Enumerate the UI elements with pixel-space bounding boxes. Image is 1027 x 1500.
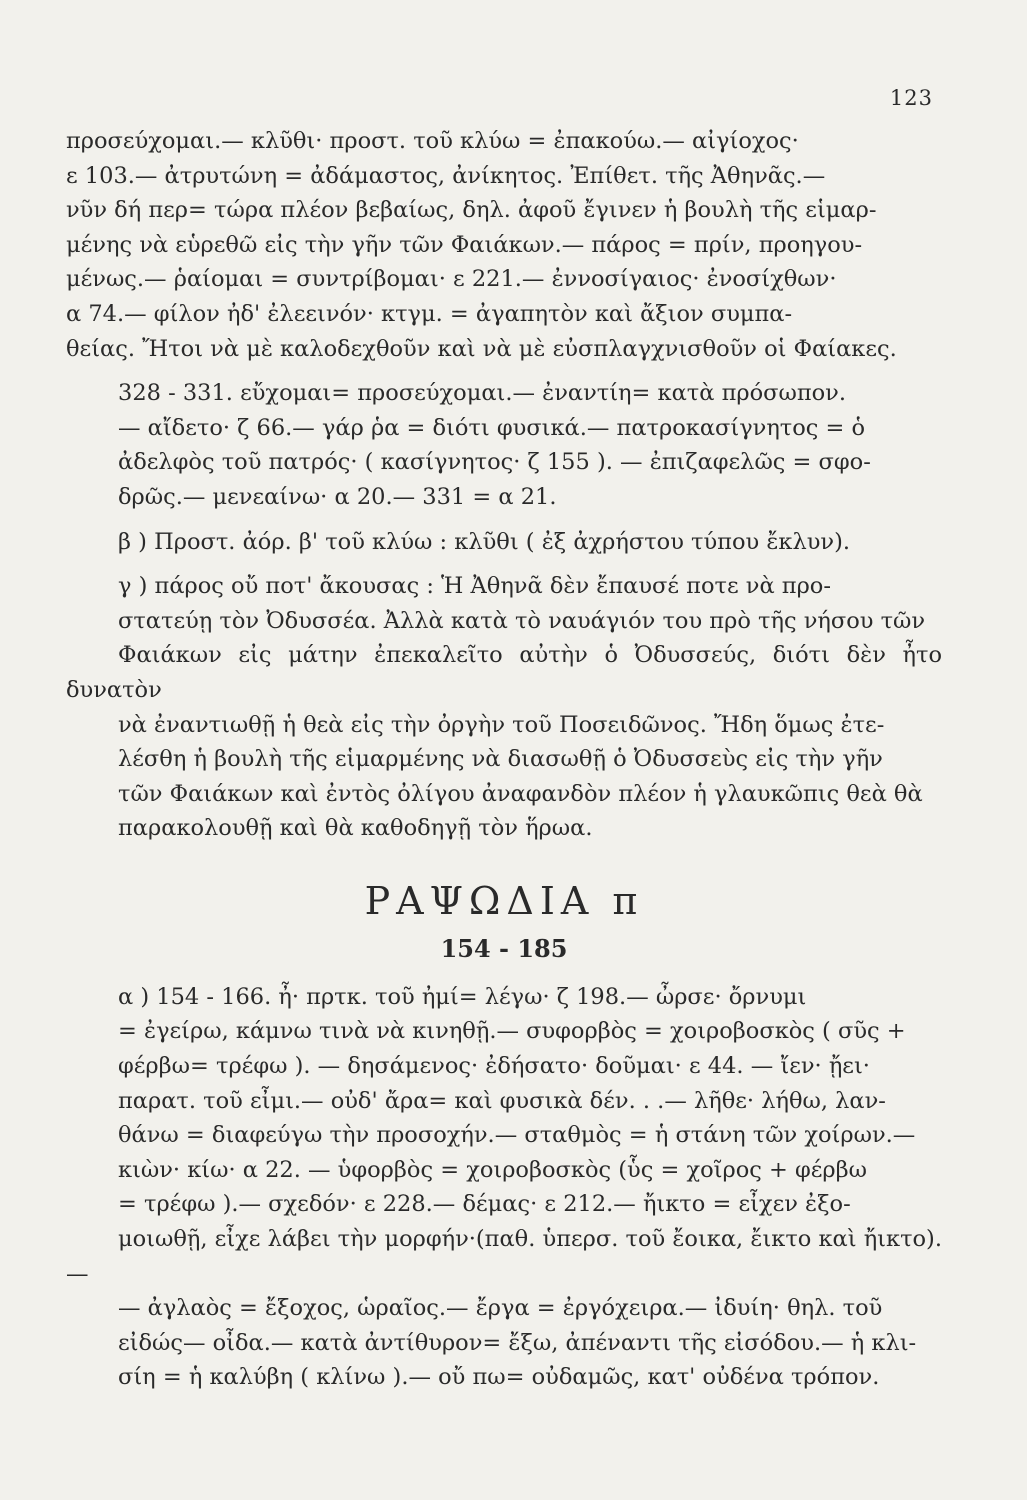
text-line: σίη = ἡ καλύβη ( κλίνω ).— οὔ πω= οὐδαμῶς, κατ' οὐδένα τρόπον. [118,1364,880,1391]
text-line: — αἴδετο· ζ 66.— γάρ ῥα = διότι φυσικά.— πατροκασίγνητος = ὁ [118,414,866,441]
text-line: γ ) πάρος οὔ ποτ' ἄκουσας : Ἡ Ἀθηνᾶ δὲν ἔπαυσέ ποτε νὰ προ- [118,573,831,600]
paragraph-beta [66,525,942,560]
paragraph-alpha [66,980,942,1395]
text-line: α 74.— φίλον ἠδ' ἐλεεινόν· κτγμ. = ἀγαπητὸν καὶ ἄξιον συμπα- [66,300,793,327]
text-line: λέσθη ἡ βουλὴ τῆς εἱμαρμένης νὰ διασωθῇ ὁ Ὀδυσσεὺς εἰς τὴν γῆν [118,746,883,773]
text-line: = ἐγείρω, κάμνω τινὰ νὰ κινηθῇ.— συφορβὸς = χοιροβοσκὸς ( σῦς + [118,1018,906,1045]
text-line: θάνω = διαφεύγω τὴν προσοχήν.— σταθμὸς = ἡ στάνη τῶν χοίρων.— [118,1122,916,1149]
text-line: = τρέφω ).— σχεδόν· ε 228.— δέμας· ε 212.— ἤικτο = εἶχεν ἐξο- [118,1191,851,1218]
text-line: 328 - 331. εὔχομαι= προσεύχομαι.— ἐναντίη= κατὰ πρόσωπον. [118,380,846,407]
page-content [66,124,942,1395]
text-line: ἀδελφὸς τοῦ πατρός· ( κασίγνητος· ζ 155 ). — ἐπιζαφελῶς = σφο- [118,449,871,476]
text-line: παρακολουθῇ καὶ θὰ καθοδηγῇ τὸν ἥρωα. [118,815,593,842]
text-line: — ἀγλαὸς = ἔξοχος, ὡραῖος.— ἔργα = ἐργόχειρα.— ἰδυίη· θηλ. τοῦ [118,1295,883,1322]
text-line: δρῶς.— μενεαίνω· α 20.— 331 = α 21. [118,483,557,510]
text-line: φέρβω= τρέφω ). — δησάμενος· ἐδήσατο· δοῦμαι· ε 44. — ἴεν· ᾔει· [118,1053,870,1080]
text-line: μοιωθῇ, εἶχε λάβει τὴν μορφήν·(παθ. ὑπερσ. τοῦ ἔοικα, ἔικτο καὶ ἤικτο).— [66,1226,942,1287]
paragraph-gamma [66,569,942,846]
text-line: τῶν Φαιάκων καὶ ἐντὸς ὀλίγου ἀναφανδὸν πλέον ἡ γλαυκῶπις θεὰ θὰ [118,780,923,807]
text-line: μένως.— ῥαίομαι = συντρίβομαι· ε 221.— ἐννοσίγαιος· ἐνοσίχθων· [66,266,837,293]
text-line: νῦν δή περ= τώρα πλέον βεβαίως, δηλ. ἀφοῦ ἔγινεν ἡ βουλὴ τῆς εἱμαρ- [66,197,877,224]
text-line: παρατ. τοῦ εἶμι.— οὐδ' ἄρα= καὶ φυσικὰ δέν. . .— λῆθε· λήθω, λαν- [118,1087,886,1114]
section-line-range: 154 - 185 [440,933,568,963]
page-number: 123 [889,86,933,110]
text-line: νὰ ἐναντιωθῇ ἡ θεὰ εἰς τὴν ὀργὴν τοῦ Ποσειδῶνος. Ἤδη ὅμως ἐτε- [118,711,885,738]
text-line: μένης νὰ εὑρεθῶ εἰς τὴν γῆν τῶν Φαιάκων.— πάρος = πρίν, προηγου- [66,231,863,258]
text-line: α ) 154 - 166. ἦ· πρτκ. τοῦ ἠμί= λέγω· ζ 198.— ὦρσε· ὄρνυμι [118,983,807,1010]
text-line: ε 103.— ἀτρυτώνη = ἀδάμαστος, ἀνίκητος. Ἐπίθετ. τῆς Ἀθηνᾶς.— [66,162,826,189]
text-line: εἰδώς— οἶδα.— κατὰ ἀντίθυρον= ἔξω, ἀπέναντι τῆς εἰσόδου.— ἡ κλι- [118,1329,917,1356]
text-line: στατεύῃ τὸν Ὀδυσσέα. Ἀλλὰ κατὰ τὸ ναυάγιόν του πρὸ τῆς νήσου τῶν [118,607,926,634]
text-line: Φαιάκων εἰς μάτην ἐπεκαλεῖτο αὐτὴν ὁ Ὀδυσσεύς, διότι δὲν ἦτο δυνατὸν [66,642,942,703]
section-title: ΡΑΨΩΔΙΑ π [364,878,644,923]
paragraph-328-331 [66,376,942,514]
text-line: κιὼν· κίω· α 22. — ὑφορβὸς = χοιροβοσκὸς (ὗς = χοῖρος + φέρβω [118,1156,867,1183]
text-line: θείας. Ἤτοι νὰ μὲ καλοδεχθοῦν καὶ νὰ μὲ εὐσπλαγχνισθοῦν οἱ Φαίακες. [66,335,897,362]
text-line: προσεύχομαι.— κλῦθι· προστ. τοῦ κλύω = ἐπακούω.— αἰγίοχος· [66,128,799,154]
text-line: β ) Προστ. ἀόρ. β' τοῦ κλύω : κλῦθι ( ἐξ ἀχρήστου τύπου ἔκλυν). [118,528,851,555]
paragraph-vocab-top [66,124,942,366]
